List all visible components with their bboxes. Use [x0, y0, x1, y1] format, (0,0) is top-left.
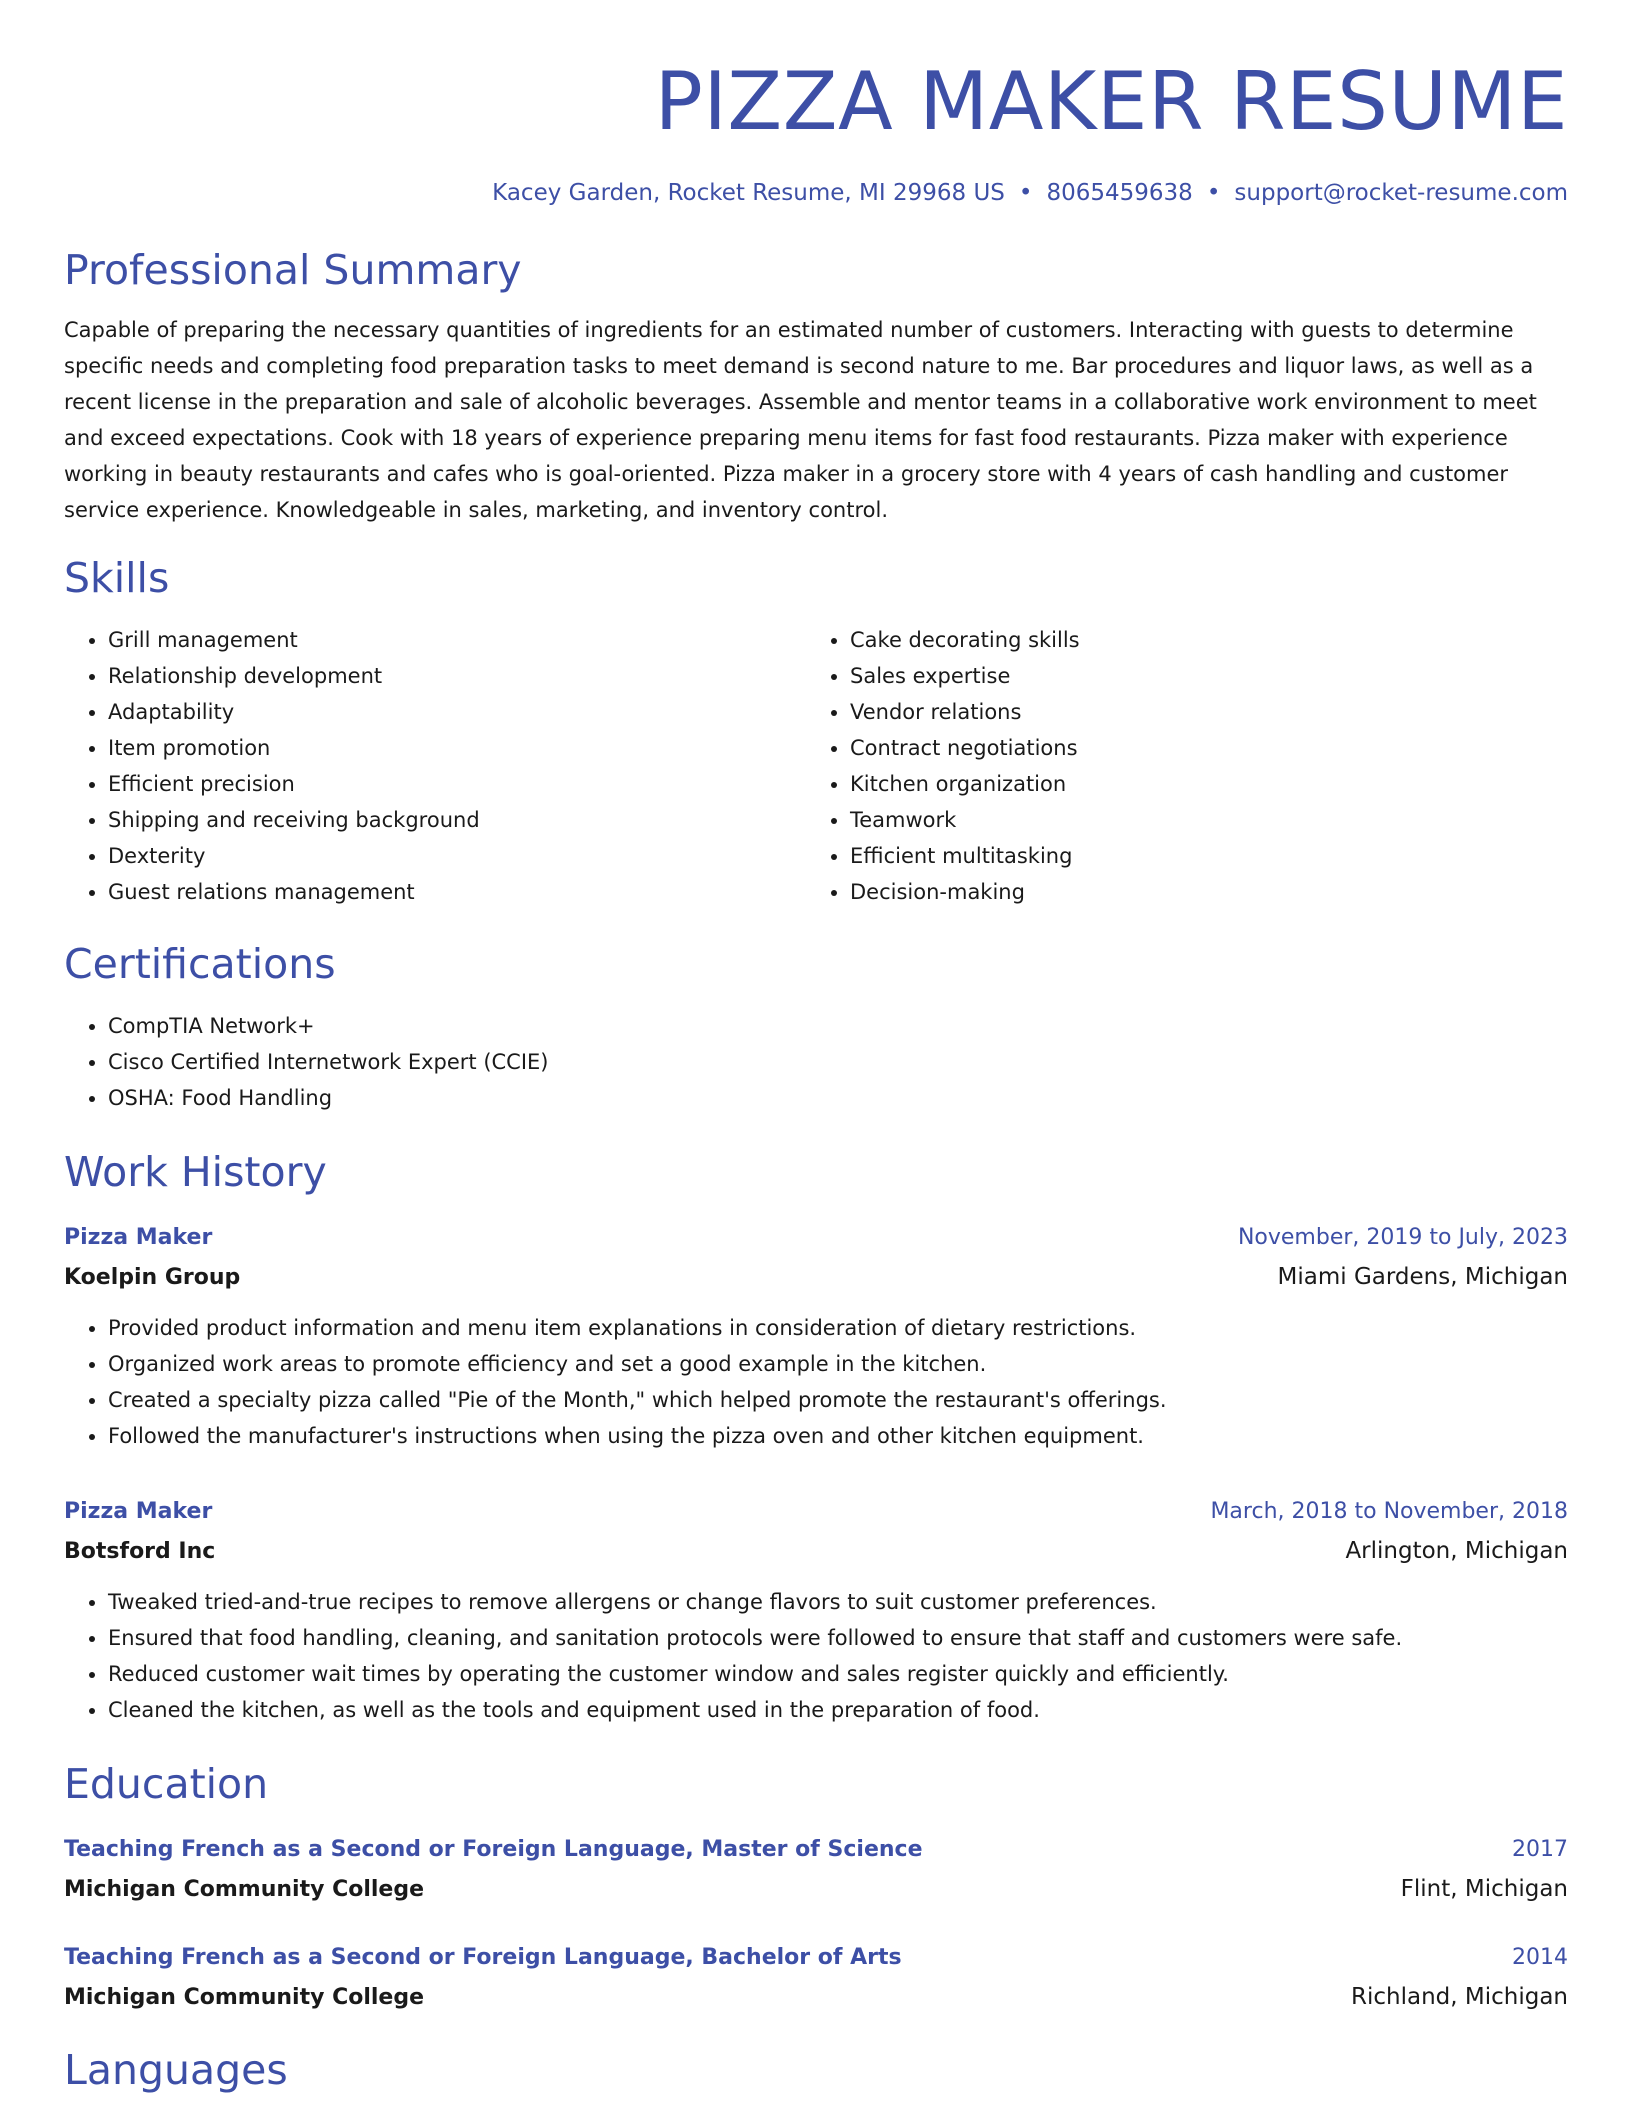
job-company: Botsford Inc	[64, 1539, 216, 1564]
certification-item: • CompTIA Network+	[108, 1008, 1568, 1044]
education-school-row	[64, 1868, 1568, 1908]
education-degree: Teaching French as a Second or Foreign Language, Master of Science	[64, 1837, 923, 1862]
skills-column-left	[64, 622, 806, 910]
education-header-row	[64, 1940, 1568, 1976]
job-duty-item: • Created a specialty pizza called "Pie of the Month," which helped promote the restaurant's offerings.	[108, 1382, 1568, 1418]
job-company: Koelpin Group	[64, 1265, 241, 1290]
job-company-row	[64, 1256, 1568, 1296]
skill-item: • Guest relations management	[108, 874, 806, 910]
work-history-section	[64, 1146, 1568, 1728]
job-role: Pizza Maker	[64, 1499, 213, 1524]
job-duty-item: • Ensured that food handling, cleaning, and sanitation protocols were followed to ensure that staff and customers were safe.	[108, 1620, 1568, 1656]
summary-text: Capable of preparing the necessary quantities of ingredients for an estimated number of customers. Interacting with guests to determine specific needs and completing food preparation tasks to meet demand is second nature to me. Bar procedures and liquor laws, as well as a recent license in the preparation and sale of alcoholic beverages. Assemble and mentor teams in a collaborative work environment to meet and exceed expectations. Cook with 18 years of experience preparing menu items for fast food restaurants. Pizza maker with experience working in beauty restaurants and cafes who is goal-oriented. Pizza maker in a grocery store with 4 years of cash handling and customer service experience. Knowledgeable in sales, marketing, and inventory control.	[64, 318, 1537, 522]
languages-section	[64, 2044, 1568, 2096]
education-section	[64, 1758, 1568, 2016]
education-year: 2014	[1512, 1945, 1568, 1970]
education-school: Michigan Community College	[64, 1877, 425, 1902]
job-duty-item: • Followed the manufacturer's instructions when using the pizza oven and other kitchen equipment.	[108, 1418, 1568, 1454]
skill-item: • Efficient multitasking	[850, 838, 1548, 874]
education-heading: Education	[64, 1760, 269, 1808]
job-duty-item: • Provided product information and menu item explanations in consideration of dietary restrictions.	[108, 1310, 1568, 1346]
job-duty-item: • Organized work areas to promote efficiency and set a good example in the kitchen.	[108, 1346, 1568, 1382]
job-duty-item: • Tweaked tried-and-true recipes to remove allergens or change flavors to suit customer preferences.	[108, 1584, 1568, 1620]
skill-item: • Teamwork	[850, 802, 1548, 838]
education-header-row	[64, 1832, 1568, 1868]
skills-column-right	[806, 622, 1548, 910]
skill-item: • Efficient precision	[108, 766, 806, 802]
contact-email[interactable]: support@rocket-resume.com	[1234, 180, 1568, 206]
job-header-row	[64, 1220, 1568, 1256]
work-history-heading: Work History	[64, 1148, 327, 1196]
skills-heading: Skills	[64, 554, 170, 602]
certifications-section	[64, 938, 1568, 1116]
resume-header	[64, 52, 1568, 208]
languages-heading: Languages	[64, 2046, 288, 2094]
skills-columns	[64, 622, 1568, 910]
contact-separator: •	[1206, 180, 1221, 206]
education-year: 2017	[1512, 1837, 1568, 1862]
education-location: Flint, Michigan	[1400, 1876, 1568, 1902]
contact-phone[interactable]: 8065459638	[1046, 180, 1193, 206]
job-entry	[64, 1220, 1568, 1454]
education-degree: Teaching French as a Second or Foreign Language, Bachelor of Arts	[64, 1945, 902, 1970]
skill-item: • Shipping and receiving background	[108, 802, 806, 838]
education-school: Michigan Community College	[64, 1985, 425, 2010]
skill-item: • Adaptability	[108, 694, 806, 730]
contact-address: Kacey Garden, Rocket Resume, MI 29968 US	[492, 180, 1005, 206]
job-location: Arlington, Michigan	[1345, 1538, 1568, 1564]
skills-section	[64, 552, 1568, 910]
job-duties-list	[64, 1310, 1568, 1454]
certifications-heading: Certifications	[64, 940, 336, 988]
skills-list-right	[806, 622, 1548, 910]
skill-item: • Contract negotiations	[850, 730, 1548, 766]
education-entry	[64, 1832, 1568, 1908]
skills-list-left	[64, 622, 806, 910]
certifications-list	[64, 1008, 1568, 1116]
skill-item: • Vendor relations	[850, 694, 1548, 730]
summary-section	[64, 244, 1568, 528]
job-duty-item: • Cleaned the kitchen, as well as the tools and equipment used in the preparation of food.	[108, 1692, 1568, 1728]
skill-item: • Decision-making	[850, 874, 1548, 910]
job-entry	[64, 1494, 1568, 1728]
summary-heading: Professional Summary	[64, 246, 522, 294]
skill-item: • Cake decorating skills	[850, 622, 1548, 658]
education-school-row	[64, 1976, 1568, 2016]
job-duties-list	[64, 1584, 1568, 1728]
job-header-row	[64, 1494, 1568, 1530]
education-entry	[64, 1940, 1568, 2016]
job-company-row	[64, 1530, 1568, 1570]
skill-item: • Kitchen organization	[850, 766, 1548, 802]
skill-item: • Relationship development	[108, 658, 806, 694]
job-role: Pizza Maker	[64, 1225, 213, 1250]
job-location: Miami Gardens, Michigan	[1277, 1264, 1568, 1290]
skill-item: • Item promotion	[108, 730, 806, 766]
contact-line	[64, 178, 1568, 208]
job-dates: November, 2019 to July, 2023	[1237, 1225, 1568, 1250]
skill-item: • Sales expertise	[850, 658, 1548, 694]
job-dates: March, 2018 to November, 2018	[1210, 1499, 1568, 1524]
certification-item: • OSHA: Food Handling	[108, 1080, 1568, 1116]
resume-title: PIZZA MAKER RESUME	[654, 55, 1568, 148]
certification-item: • Cisco Certified Internetwork Expert (CCIE)	[108, 1044, 1568, 1080]
skill-item: • Dexterity	[108, 838, 806, 874]
job-duty-item: • Reduced customer wait times by operating the customer window and sales register quickly and efficiently.	[108, 1656, 1568, 1692]
contact-separator: •	[1018, 180, 1033, 206]
education-location: Richland, Michigan	[1351, 1984, 1568, 2010]
skill-item: • Grill management	[108, 622, 806, 658]
